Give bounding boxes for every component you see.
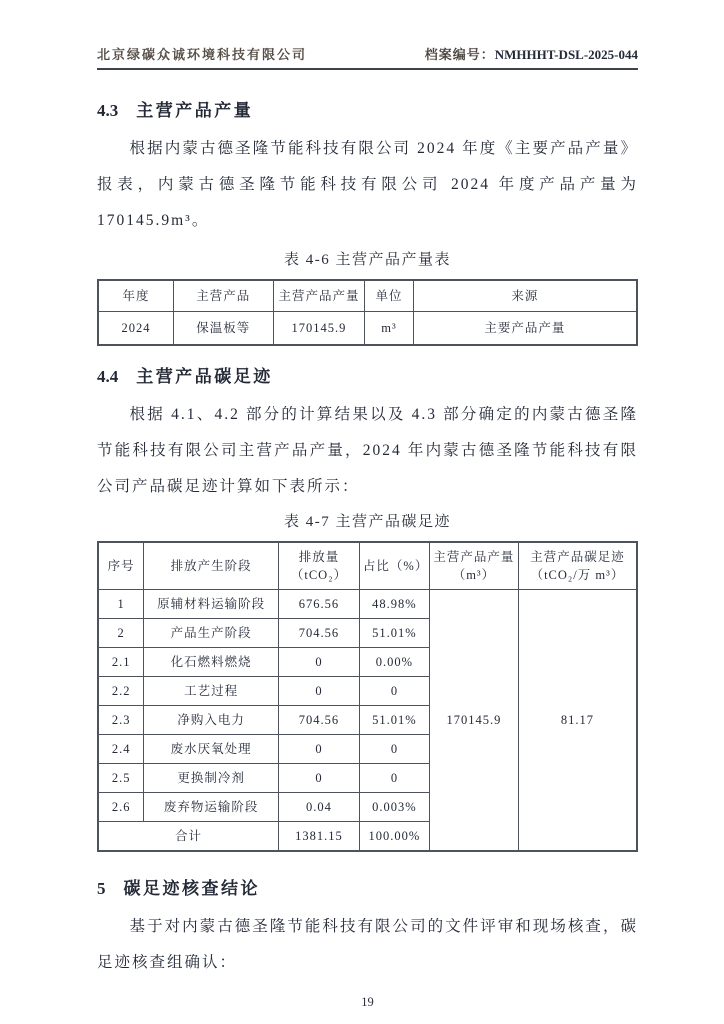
cell-stage: 化石燃料燃烧 [144,648,279,677]
cell-index: 2 [98,619,144,648]
cell-total-label: 合计 [98,822,279,852]
table-4-6-caption: 表 4-6 主营产品产量表 [284,252,451,268]
cell-total-emission: 1381.15 [279,822,360,852]
cell-stage: 更换制冷剂 [144,764,279,793]
table-4-7-caption: 表 4-7 主营产品碳足迹 [284,514,451,530]
cell-share: 0 [359,735,429,764]
section-4-3-paragraph: 根据内蒙古德圣隆节能科技有限公司 2024 年度《主要产品产量》报表，内蒙古德圣隆节能科技有限公司 2024 年度产品产量为 170145.9m³。 [97,140,638,229]
col-header-production: 主营产品产量（m³） [429,542,518,590]
cell-output: 170145.9 [273,312,365,346]
cell-share: 51.01% [359,706,429,735]
page-number: 19 [361,995,374,1009]
col-header-share: 占比（%） [359,542,429,590]
col-header-stage: 排放产生阶段 [144,542,279,590]
cell-stage: 废弃物运输阶段 [144,793,279,822]
table-4-6-header-row [98,280,637,312]
cell-emission: 704.56 [279,706,360,735]
section-5-title: 碳足迹核查结论 [123,879,260,898]
col-header-output: 主营产品产量 [273,280,365,312]
cell-index: 2.3 [98,706,144,735]
cell-share: 0 [359,764,429,793]
cell-share: 51.01% [359,619,429,648]
table-4-6 [97,279,638,346]
col-header-emission: 排放量（tCO₂） [279,542,360,590]
cell-stage: 原辅材料运输阶段 [144,590,279,619]
cell-emission: 0.04 [279,793,360,822]
cell-share: 48.98% [359,590,429,619]
archive-label: 档案编号： [424,47,495,62]
col-header-source: 来源 [413,280,637,312]
company-name: 北京绿碳众诚环境科技有限公司 [97,47,308,62]
cell-stage: 净购入电力 [144,706,279,735]
cell-index: 2.4 [98,735,144,764]
table-row [98,590,637,619]
cell-index: 2.1 [98,648,144,677]
cell-index: 2.6 [98,793,144,822]
cell-source: 主要产品产量 [413,312,637,346]
cell-index: 1 [98,590,144,619]
cell-stage: 工艺过程 [144,677,279,706]
cell-emission: 0 [279,764,360,793]
cell-stage: 废水厌氧处理 [144,735,279,764]
section-4-4-paragraph: 根据 4.1、4.2 部分的计算结果以及 4.3 部分确定的内蒙古德圣隆节能科技有限公司主营产品产量，2024 年内蒙古德圣隆节能科技有限公司产品碳足迹计算如下表所示： [97,406,638,495]
section-4-3-heading [97,96,638,121]
section-4-4-number: 4.4 [97,367,119,386]
cell-year: 2024 [98,312,173,346]
cell-share: 0.003% [359,793,429,822]
section-4-4-heading [97,362,638,387]
cell-index: 2.2 [98,677,144,706]
page-header [97,44,638,70]
col-header-footprint: 主营产品碳足迹（tCO₂/万 m³） [518,542,637,590]
section-4-3-title: 主营产品产量 [136,101,254,120]
cell-emission: 676.56 [279,590,360,619]
cell-index: 2.5 [98,764,144,793]
col-header-year: 年度 [98,280,173,312]
cell-emission: 0 [279,648,360,677]
col-header-main-product: 主营产品 [173,280,273,312]
section-4-4-title: 主营产品碳足迹 [136,367,273,386]
cell-emission: 0 [279,677,360,706]
archive-id [425,44,638,63]
cell-emission: 704.56 [279,619,360,648]
cell-unit: m³ [365,312,414,346]
section-5-heading [97,874,638,899]
cell-share: 0 [359,677,429,706]
cell-stage: 产品生产阶段 [144,619,279,648]
table-4-7 [97,541,638,852]
table-row [98,312,637,346]
table-4-7-header-row [98,542,637,590]
archive-number: NMHHHT-DSL-2025-044 [494,47,638,62]
cell-share: 0.00% [359,648,429,677]
section-5-number: 5 [97,879,106,898]
cell-emission: 0 [279,735,360,764]
cell-production-merged: 170145.9 [429,590,518,852]
section-5-paragraph: 基于对内蒙古德圣隆节能科技有限公司的文件评审和现场核查，碳足迹核查组确认： [97,918,638,971]
col-header-unit: 单位 [365,280,414,312]
cell-main-product: 保温板等 [173,312,273,346]
cell-total-share: 100.00% [359,822,429,852]
col-header-index: 序号 [98,542,144,590]
section-4-3-number: 4.3 [97,101,119,120]
cell-footprint-merged: 81.17 [518,590,637,852]
